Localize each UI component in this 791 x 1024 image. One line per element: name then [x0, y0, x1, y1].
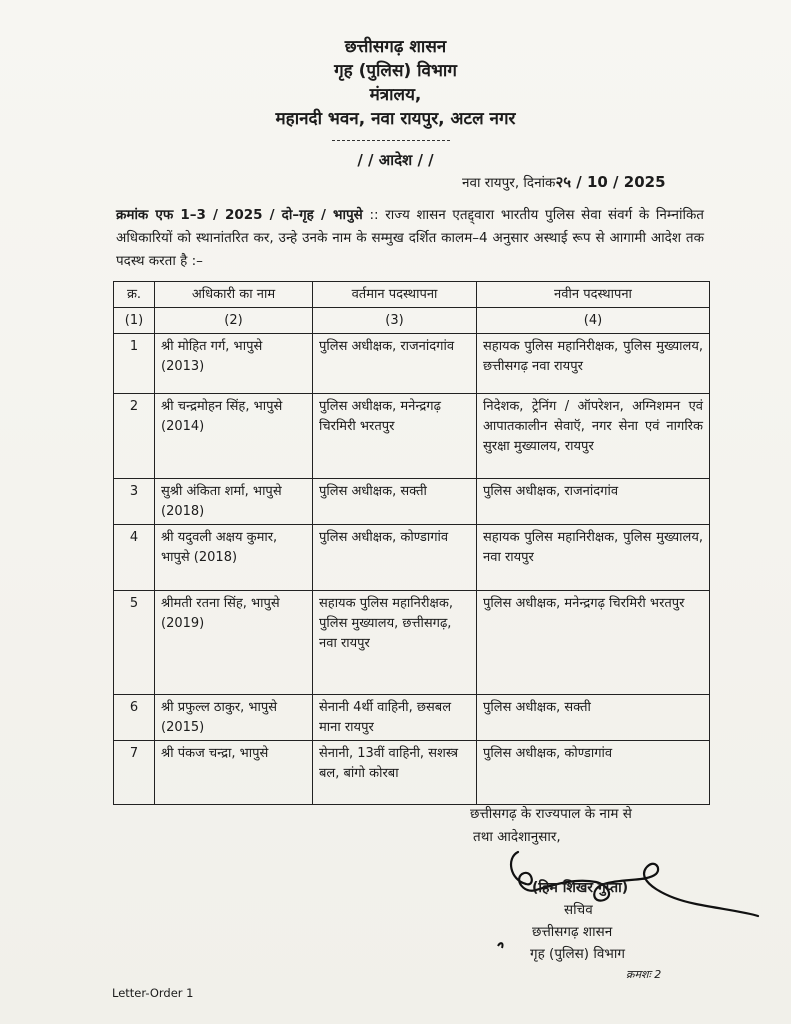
- table-row: [114, 334, 710, 394]
- current-posting: सहायक पुलिस महानिरीक्षक, पुलिस मुख्यालय, छत्तीसगढ़, नवा रायपुर: [313, 591, 477, 695]
- header-govt: छत्तीसगढ़ शासन: [344, 37, 447, 57]
- col-header-sn: क्र.: [114, 282, 155, 308]
- row-sn: 2: [114, 394, 155, 479]
- row-sn: 5: [114, 591, 155, 695]
- order-date: २५ / 10 / 2025: [555, 173, 666, 191]
- table-colnum-row: [114, 308, 710, 334]
- row-sn: 4: [114, 525, 155, 591]
- handwritten-signature: [496, 838, 766, 958]
- officer-name: सुश्री अंकिता शर्मा, भापुसे (2018): [155, 479, 313, 525]
- table-row: [114, 525, 710, 591]
- row-sn: 3: [114, 479, 155, 525]
- current-posting: पुलिस अधीक्षक, सक्ती: [313, 479, 477, 525]
- continued-note: क्रमशः 2: [626, 968, 662, 981]
- officer-name: श्रीमती रतना सिंह, भापुसे (2019): [155, 591, 313, 695]
- col-header-name: अधिकारी का नाम: [155, 282, 313, 308]
- row-sn: 6: [114, 695, 155, 741]
- col-number: (1): [114, 308, 155, 334]
- authority-line-2: तथा आदेशानुसार,: [473, 829, 561, 845]
- place-date: [462, 172, 666, 192]
- signer-designation: सचिव: [564, 902, 593, 918]
- new-posting: पुलिस अधीक्षक, कोण्डागांव: [477, 741, 710, 805]
- header-divider: [332, 140, 450, 141]
- new-posting: निदेशक, ट्रेनिंग / ऑपरेशन, अग्निशमन एवं आपातकालीन सेवाऍ, नगर सेना एवं नागरिक सुरक्षा मुख्यालय, रायपुर: [477, 394, 710, 479]
- col-number: (3): [313, 308, 477, 334]
- new-posting: सहायक पुलिस महानिरीक्षक, पुलिस मुख्यालय, नवा रायपुर: [477, 525, 710, 591]
- order-intro: [116, 204, 704, 273]
- col-header-current: वर्तमान पदस्थापना: [313, 282, 477, 308]
- table-header-row: [114, 282, 710, 308]
- header-address: महानदी भवन, नवा रायपुर, अटल नगर: [275, 109, 516, 129]
- officer-name: श्री प्रफुल्ल ठाकुर, भापुसे (2015): [155, 695, 313, 741]
- current-posting: सेनानी, 13वीं वाहिनी, सशस्त्र बल, बांगो कोरबा: [313, 741, 477, 805]
- table-row: [114, 591, 710, 695]
- order-reference: क्रमांक एफ 1–3 / 2025 / दो–गृह / भापुसे: [116, 207, 363, 223]
- footer-tag: Letter-Order 1: [112, 986, 194, 1000]
- table-row: [114, 741, 710, 805]
- signer-department: गृह (पुलिस) विभाग: [530, 946, 625, 962]
- current-posting: पुलिस अधीक्षक, मनेन्द्रगढ़ चिरमिरी भरतपुर: [313, 394, 477, 479]
- signer-govt: छत्तीसगढ़ शासन: [532, 924, 613, 940]
- new-posting: पुलिस अधीक्षक, राजनांदगांव: [477, 479, 710, 525]
- order-intro-text: :: राज्य शासन एतद्द्वारा भारतीय पुलिस सेवा संवर्ग के निम्नांकित अधिकारियों को स्थानांतरित कर, उन्हे उनके नाम के सम्मुख दर्शित कालम–4 अनुसार अस्थाई रूप से आगामी आदेश तक पदस्थ करता है :–: [116, 207, 705, 269]
- row-sn: 7: [114, 741, 155, 805]
- new-posting: सहायक पुलिस महानिरीक्षक, पुलिस मुख्यालय, छत्तीसगढ़ नवा रायपुर: [477, 334, 710, 394]
- officer-name: श्री यदुवली अक्षय कुमार, भापुसे (2018): [155, 525, 313, 591]
- new-posting: पुलिस अधीक्षक, मनेन्द्रगढ़ चिरमिरी भरतपुर: [477, 591, 710, 695]
- order-title: / / आदेश / /: [357, 151, 434, 169]
- transfer-table: [113, 281, 710, 805]
- current-posting: पुलिस अधीक्षक, कोण्डागांव: [313, 525, 477, 591]
- officer-name: श्री मोहित गर्ग, भापुसे (2013): [155, 334, 313, 394]
- place-label: नवा रायपुर, दिनांक: [462, 175, 556, 191]
- table-row: [114, 695, 710, 741]
- header-department: गृह (पुलिस) विभाग: [334, 61, 457, 81]
- signer-name: (हिम शिखर गुप्ता): [532, 880, 629, 896]
- header-ministry: मंत्रालय,: [369, 85, 422, 105]
- col-number: (4): [477, 308, 710, 334]
- table-row: [114, 394, 710, 479]
- current-posting: पुलिस अधीक्षक, राजनांदगांव: [313, 334, 477, 394]
- officer-name: श्री चन्द्रमोहन सिंह, भापुसे (2014): [155, 394, 313, 479]
- officer-name: श्री पंकज चन्द्रा, भापुसे: [155, 741, 313, 805]
- col-header-new: नवीन पदस्थापना: [477, 282, 710, 308]
- table-row: [114, 479, 710, 525]
- current-posting: सेनानी 4र्थी वाहिनी, छसबल माना रायपुर: [313, 695, 477, 741]
- col-number: (2): [155, 308, 313, 334]
- authority-line: छत्तीसगढ़ के राज्यपाल के नाम से: [470, 806, 632, 822]
- new-posting: पुलिस अधीक्षक, सक्ती: [477, 695, 710, 741]
- row-sn: 1: [114, 334, 155, 394]
